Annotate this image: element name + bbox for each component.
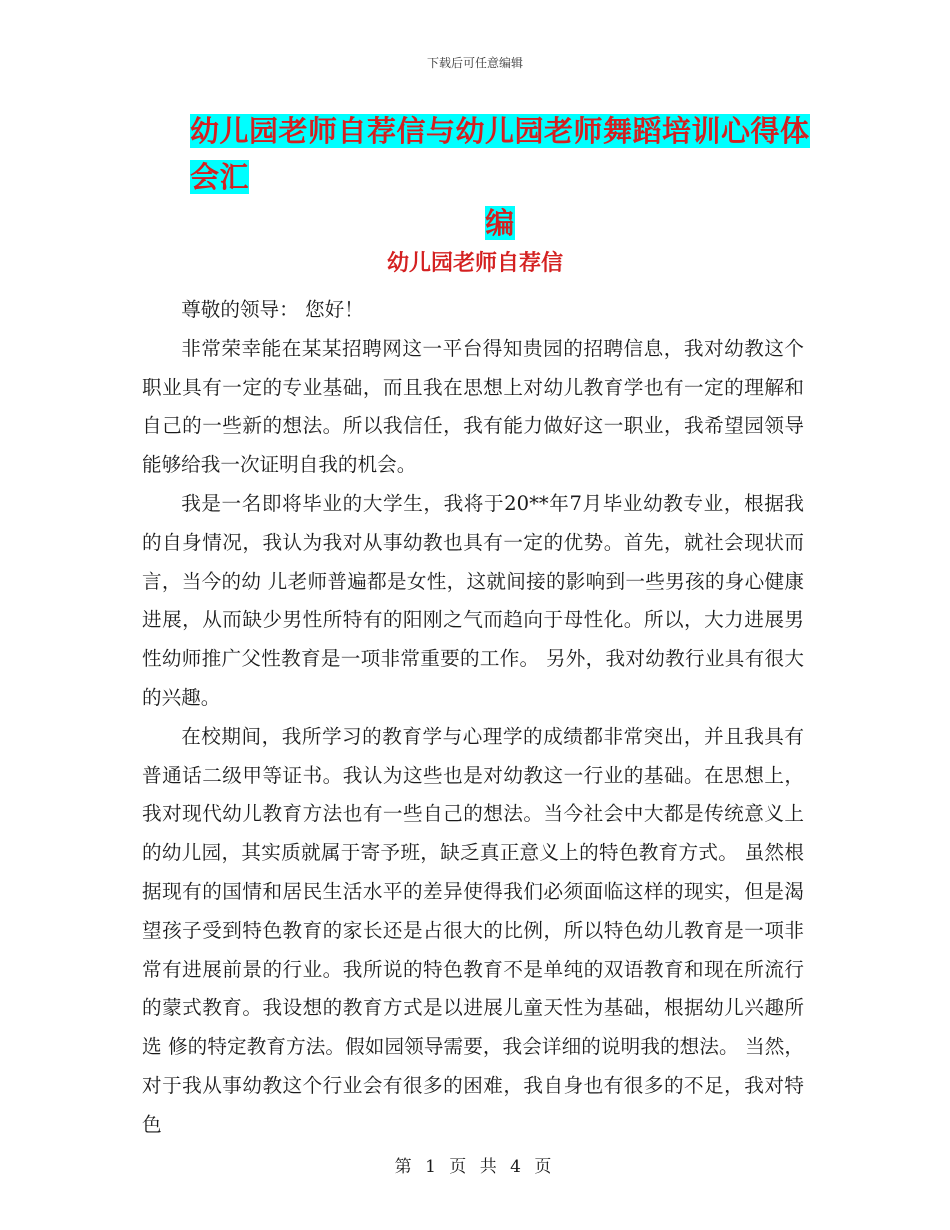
title-highlight: 幼儿园老师自荐信与幼儿园老师舞蹈培训心得体会汇 — [190, 114, 810, 194]
document-title-line-2 — [190, 200, 810, 246]
title-highlight: 编 — [485, 206, 515, 240]
document-title-line-1 — [190, 108, 810, 200]
salutation-paragraph: 尊敬的领导： 您好！ — [181, 298, 364, 321]
page-number-footer: 第 1 页 共 4 页 — [394, 1157, 556, 1177]
body-paragraph: 非常荣幸能在某某招聘网这一平台得知贵园的招聘信息，我对幼教这个职业具有一定的专业基础，而且我在思想上对幼儿教育学也有一定的理解和自己的一些新的想法。所以我信任，我有能力做好这一职业，我希望园领导能够给我一次证明自我的机会。 — [142, 336, 804, 477]
document-title — [190, 108, 810, 246]
letter-body — [142, 291, 804, 1145]
section-heading: 幼儿园老师自荐信 — [386, 251, 563, 276]
body-paragraph: 在校期间，我所学习的教育学与心理学的成绩都非常突出，并且我具有普通话二级甲等证书。我认为这些也是对幼教这一行业的基础。在思想上，我对现代幼儿教育方法也有一些自己的想法。当今社会中大都是传统意义上的幼儿园，其实质就属于寄予班，缺乏真正意义上的特色教育方式。 虽然根据现有的国情和居民生活水平的差异使得我们必须面临这样的现实，但是渴望孩子受到特色教育的家长还是占很大的比例，所以特色幼儿教育是一项非常有进展前景的行业。我所说的特色教育不是单纯的双语教育和现在所流行的蒙式教育。我设想的教育方式是以进展儿童天性为基础，根据幼儿兴趣所选 修的特定教育方法。假如园领导需要，我会详细的说明我的想法。 当然，对于我从事幼教这个行业会有很多的困难，我自身也有很多的不足，我对特色 — [142, 724, 804, 1136]
body-paragraph: 我是一名即将毕业的大学生，我将于20**年7月毕业幼教专业，根据我的自身情况，我认为我对从事幼教也具有一定的优势。首先，就社会现状而言，当今的幼 儿老师普遍都是女性，这就间接的影响到一些男孩的身心健康进展，从而缺少男性所特有的阳刚之气而趋向于母性化。所以，大力进展男性幼师推广父性教育是一项非常重要的工作。 另外，我对幼教行业具有很大的兴趣。 — [142, 491, 804, 709]
page-header-note: 下载后可任意编辑 — [426, 56, 523, 70]
